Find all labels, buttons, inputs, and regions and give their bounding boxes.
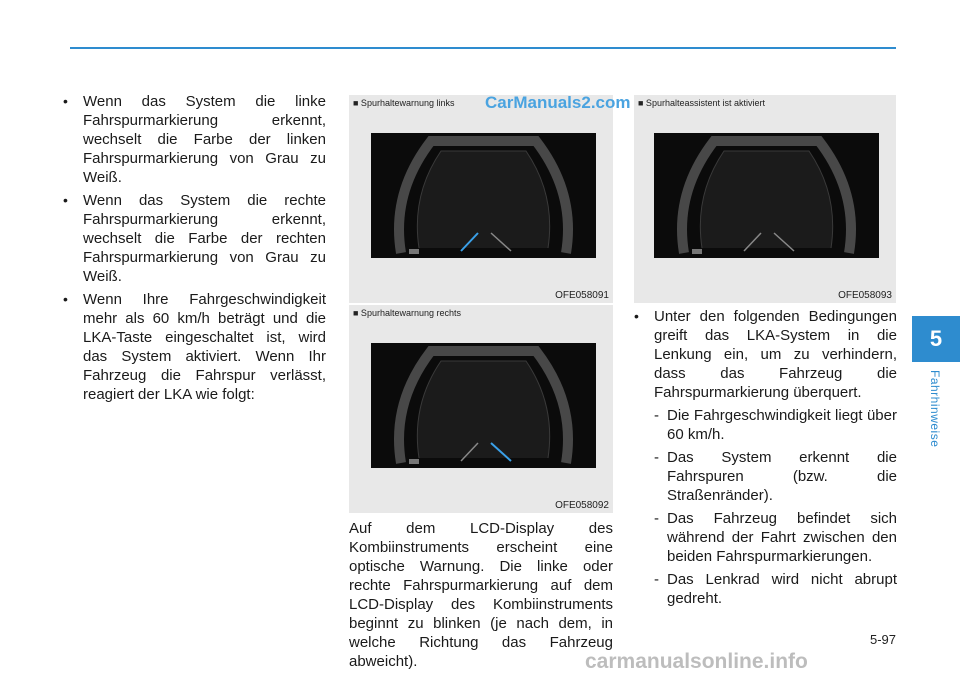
list-item: - Das Fahrzeug befindet sich während der Fahrt zwischen den beiden Fahrspurmarkierungen. <box>654 510 897 565</box>
figure-lane-warning-right <box>349 305 613 513</box>
figure-lane-warning-left <box>349 93 631 303</box>
left-column <box>63 92 326 408</box>
watermark-text: CarManuals2.com <box>485 93 631 112</box>
figure-lane-assist-active <box>634 95 896 303</box>
list-item: - Das Lenkrad wird nicht abrupt gedreht. <box>654 571 897 607</box>
bullet-icon: • <box>63 192 68 208</box>
figure-caption: ■ Spurhaltewarnung links <box>353 98 455 108</box>
list-item: • Unter den folgenden Bedingungen greift das LKA-System in die Lenkung ein, um zu verhindern, dass das Fahrzeug die Fahrspurmarkierung überquert. <box>634 308 897 401</box>
list-item: • Wenn Ihre Fahrgeschwindigkeit mehr als 60 km/h beträgt und die LKA-Taste eingeschaltet ist, wird das System aktiviert. Wenn Ihr Fahrzeug die Fahrspur verlässt, reagiert der LKA wie folgt: <box>63 291 326 403</box>
figure-code: OFE058091 <box>555 290 609 301</box>
list-item: • Wenn das System die linke Fahrspurmarkierung erkennt, wechselt die Farbe der linken Fahrspurmarkierung von Grau zu Weiß. <box>63 93 326 186</box>
cluster-display-image <box>654 133 879 258</box>
bullet-icon: • <box>63 93 68 109</box>
list-item: - Die Fahrgeschwindigkeit liegt über 60 km/h. <box>654 407 897 443</box>
condition-list <box>634 406 897 608</box>
list-item: • Wenn das System die rechte Fahrspurmarkierung erkennt, wechselt die Farbe der rechten Fahrspurmarkierung von Grau zu Weiß. <box>63 192 326 285</box>
figure-caption: ■ Spurhalteassistent ist aktiviert <box>638 98 765 108</box>
bullet-icon: • <box>634 308 639 324</box>
cluster-display-image <box>371 343 596 468</box>
chapter-label: Fahrhinweise <box>928 370 942 448</box>
header-rule <box>70 47 896 49</box>
cluster-display-image <box>371 133 596 258</box>
figure-code: OFE058093 <box>838 290 892 301</box>
figure-caption: ■ Spurhaltewarnung rechts <box>353 308 461 318</box>
bullet-icon: • <box>63 291 68 307</box>
right-column <box>634 307 897 610</box>
middle-paragraph: Auf dem LCD-Display des Kombiinstruments erscheint eine optische Warnung. Die linke oder rechte Fahrspurmarkierung auf dem LCD-Display des Kombiinstruments beginnt zu blinken (je nach dem, in welche Richtung das Fahrzeug abweicht). <box>349 520 613 670</box>
chapter-tab: 5 <box>912 316 960 362</box>
footer-watermark: carmanualsonline.info <box>585 650 808 673</box>
list-item: - Das System erkennt die Fahrspuren (bzw. die Straßenränder). <box>654 449 897 504</box>
page-number: 5-97 <box>869 632 896 647</box>
figure-code: OFE058092 <box>555 500 609 511</box>
